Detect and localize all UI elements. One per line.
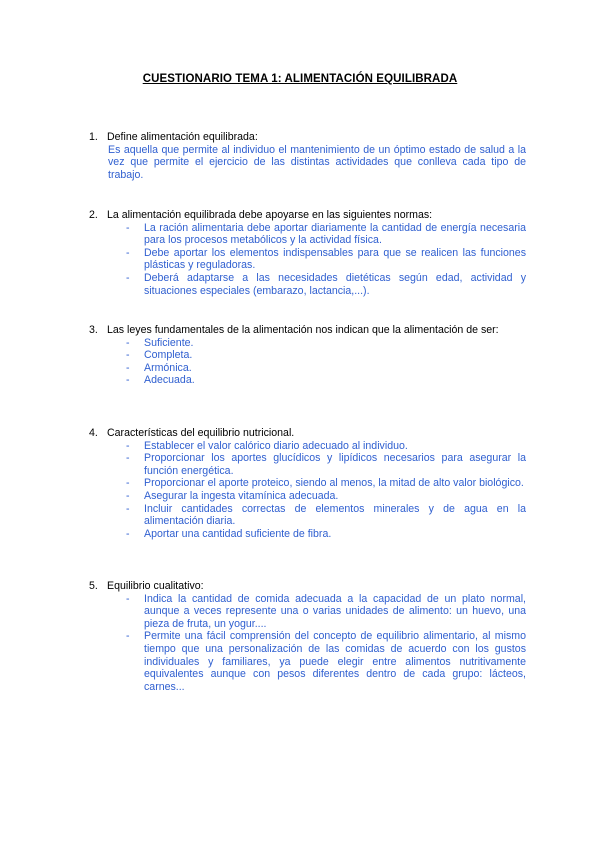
- bullet-dash: -: [126, 336, 130, 349]
- question-heading: [89, 324, 526, 337]
- question-number: 3.: [89, 324, 98, 336]
- question-text: Las leyes fundamentales de la alimentación nos indican que la alimentación de ser:: [107, 324, 499, 336]
- bullet-dash: -: [126, 374, 130, 387]
- bullet-dash: -: [126, 489, 130, 502]
- answer-list: [89, 593, 526, 694]
- answer-text: La ración alimentaria debe aportar diariamente la cantidad de energía necesaria para los procesos metabólicos y la actividad física.: [144, 221, 526, 247]
- bullet-dash: -: [126, 349, 130, 362]
- question-3: [89, 324, 526, 387]
- answer-item: [126, 374, 526, 387]
- answer-item: [126, 247, 526, 272]
- bullet-dash: -: [126, 630, 130, 643]
- answer-list: [89, 337, 526, 387]
- question-number: 4.: [89, 427, 98, 439]
- question-number: 2.: [89, 209, 98, 221]
- question-number: 5.: [89, 580, 98, 592]
- question-number: 1.: [89, 131, 98, 143]
- answer-item: [126, 272, 526, 297]
- question-text: La alimentación equilibrada debe apoyarse en las siguientes normas:: [107, 209, 433, 221]
- bullet-dash: -: [126, 502, 130, 515]
- answer-list: [89, 222, 526, 298]
- answer-item: [126, 222, 526, 247]
- answer-text: Proporcionar los aportes glucídicos y lipídicos necesarios para asegurar la función energética.: [144, 452, 526, 477]
- question-text: Define alimentación equilibrada:: [107, 131, 258, 143]
- answer-text: Aportar una cantidad suficiente de fibra.: [144, 527, 332, 540]
- answer-list: [89, 440, 526, 541]
- answer-text: Incluir cantidades correctas de elementos minerales y de agua en la alimentación diaria.: [144, 502, 526, 528]
- answer-item: [126, 349, 526, 362]
- bullet-dash: -: [126, 271, 130, 284]
- question-2: [89, 209, 526, 297]
- answer-text: Suficiente.: [144, 336, 194, 349]
- answer-item: [126, 362, 526, 375]
- question-5: [89, 580, 526, 693]
- question-heading: [89, 131, 526, 144]
- answer-text: Establecer el valor calórico diario adecuado al individuo.: [144, 439, 408, 452]
- answer-item: [126, 630, 526, 693]
- bullet-dash: -: [126, 246, 130, 259]
- answer-text: Adecuada.: [144, 374, 195, 387]
- bullet-dash: -: [126, 527, 130, 540]
- answer-text: Asegurar la ingesta vitamínica adecuada.: [144, 489, 339, 502]
- answer-text: Indica la cantidad de comida adecuada a la capacidad de un plato normal, aunque a veces represente una o varias unidades de alimento: un huevo, una pieza de fruta, un yogur....: [144, 592, 526, 630]
- answer-text: Deberá adaptarse a las necesidades dietéticas según edad, actividad y situaciones especiales (embarazo, lactancia,...).: [144, 271, 526, 297]
- question-4: [89, 427, 526, 540]
- question-text: Equilibrio cualitativo:: [107, 580, 204, 592]
- question-heading: [89, 427, 526, 440]
- answer-item: [126, 593, 526, 631]
- bullet-dash: -: [126, 592, 130, 605]
- answer-text: Armónica.: [144, 361, 192, 374]
- answer-text: Proporcionar el aporte proteico, siendo al menos, la mitad de alto valor biológico.: [144, 477, 524, 490]
- answer-item: [126, 452, 526, 477]
- question-heading: [89, 209, 526, 222]
- bullet-dash: -: [126, 439, 130, 452]
- bullet-dash: -: [126, 477, 130, 490]
- answer-item: [126, 477, 526, 490]
- bullet-dash: -: [126, 452, 130, 465]
- answer-item: [126, 440, 526, 453]
- answer-item: [126, 337, 526, 350]
- answer-text: Completa.: [144, 349, 193, 362]
- document-title: CUESTIONARIO TEMA 1: ALIMENTACIÓN EQUILIBRADA: [142, 73, 458, 85]
- bullet-dash: -: [126, 221, 130, 234]
- answer-item: [126, 528, 526, 541]
- bullet-dash: -: [126, 361, 130, 374]
- question-heading: [89, 580, 526, 593]
- answer-item: [126, 503, 526, 528]
- question-1: [89, 131, 526, 181]
- answer-text: Debe aportar los elementos indispensables para que se realicen las funciones plásticas y reguladoras.: [144, 246, 526, 272]
- answer-text: Permite una fácil comprensión del concepto de equilibrio alimentario, al mismo tiempo que una personalización de las comidas de acuerdo con los gustos individuales y familiares, ya puede elegir entre alimentos nutritivamente equivalentes aunque con pesos diferentes dentro de cada grupo: lácteos, carnes...: [144, 630, 526, 693]
- answer-paragraph: Es aquella que permite al individuo el mantenimiento de un óptimo estado de salud a la vez que permite el ejercicio de las distintas actividades que conlleva cada tipo de trabajo.: [108, 143, 526, 181]
- answer-item: [126, 490, 526, 503]
- question-text: Características del equilibrio nutricional.: [107, 427, 295, 439]
